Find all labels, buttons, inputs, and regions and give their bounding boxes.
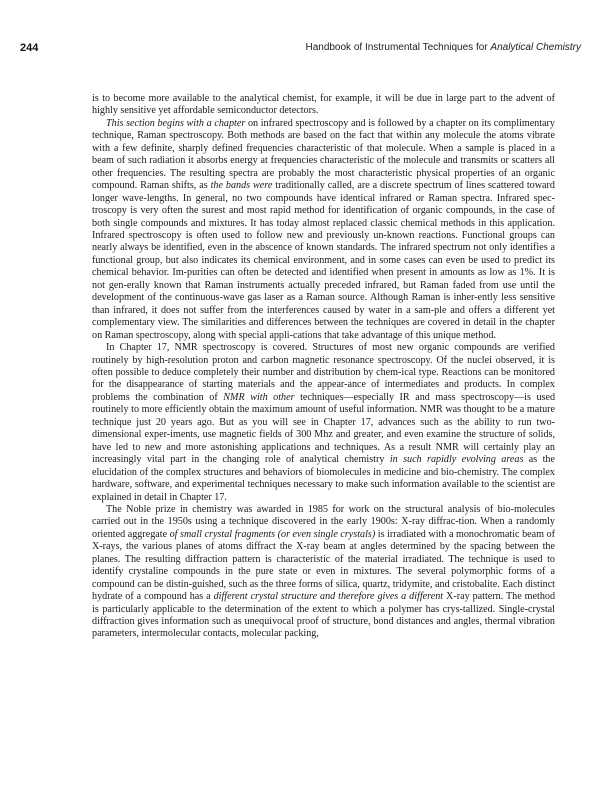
text-run: traditionally called, are a discrete spectrum of lines scattered toward longer wave-lengths. In general, no two compounds have identical infrared or Raman spectra. Infrared spec-troscopy is very often the surest and most rapid method for identification of organic compounds, in the case of both single compounds and mixtures. It has today almost replaced classic chemical methods in this application. Infrared spectroscopy is often used to follow new and previously un-known reactions. Functional groups can nearly always be identified, even in the abscence of known standards. The infrared spectrum not only identifies a functional group, but also indicates its chemical environment, and in some cases can even be used to predict its chemical behavior. Im-purities can often be detected and identified when present in amounts as low as 1%. It is not gen-erally known that Raman instruments actually preceded infrared, but Raman faded from use until the development of the continuous-wave gas laser as a Raman source. Although Raman is inher-ently less sensitive than infrared, it does not suffer from the interferences caused by water in a sam-ple and offers a different yet complementary view. The similarities and differences between the techniques are covered in detail in the chapter on Raman spectroscopy, along with special appli-cations that take advantage of this unique method. — [92, 180, 555, 341]
running-title — [305, 42, 581, 53]
paragraph — [92, 504, 555, 641]
body-text — [92, 93, 555, 641]
text-run: is to become more available to the analytical chemist, for example, it will be due in large part to the advent of highly sensitive yet affordable semiconductor detectors. — [92, 93, 555, 117]
running-header — [20, 42, 581, 58]
italic-run: the bands were — [210, 180, 273, 192]
paragraph — [92, 342, 555, 504]
text-run: In Chapter 17, NMR spectroscopy is covered. Structures of most new organic compounds are verified routinely by high-resolution proton and carbon magnetic resonance spectroscopy. Of the nuclei observed, it is often possible to deduce completely their number and distribution by chem-ical type. Reactions can be monitored for the disappearance of starting materials and the appear-ance of intermediates and products. In complex problems the combination of — [92, 342, 555, 403]
italic-run: in such rapidly evolving areas — [389, 454, 524, 466]
text-run: on infrared spectroscopy and is followed by a chapter on its complimentary technique, Raman spectroscopy. Both methods are based on the fact that within any molecule the atoms vibrate with a few definite, sharply defined frequencies characteristic of that molecule. When a sample is placed in a beam of such radiation it absorbs energy at frequencies characteristic of the molecule and transmits or scatters all other frequencies. The resulting spectra are probably the most characteristic physical properties of an organic compound. Raman shifts, as — [92, 117, 555, 192]
paragraph — [92, 118, 555, 342]
running-title-prefix: Handbook of Instrumental Techniques for — [305, 42, 491, 53]
text-run: techniques—especially IR and mass spectroscopy—is used routinely to more efficiently obtain the maximum amount of useful information. NMR was thought to be a mature technique just 20 years ago. But as you will see in Chapter 17, advances such as the ability to run two-dimensional exper-iments, use magnetic fields of 300 Mhz and greater, and even examine the structure of solids, have led to new and more astonishing applications and techniques. As a result NMR will certainly play an increasingly vital part in the changing role of analytical chemistry — [92, 391, 556, 466]
italic-run: NMR with other — [223, 391, 295, 403]
italic-run: different crystal structure and therefore gives a different — [213, 591, 444, 603]
italic-run: This section begins with a chapter — [106, 117, 246, 129]
text-run: X-ray pattern. The method is particularly applicable to the determination of the extent to which a polymer has crys-tallized. Single-crystal diffraction gives information such as unequivocal proof of structure, bond distances and angles, thermal vibration parameters, intermolecular contacts, molecular packing, — [92, 591, 556, 640]
text-run: as the elucidation of the complex structures and behaviors of biomolecules in medicine and bio-chemistry. The complex hardware, software, and experimental techniques necessary to make such information available to the scientist are explained in detail in Chapter 17. — [92, 454, 555, 503]
running-title-emphasis: Analytical Chemistry — [490, 42, 581, 53]
paragraph — [92, 93, 555, 118]
text-run: The Noble prize in chemistry was awarded in 1985 for work on the structural analysis of bio-molecules carried out in the 1950s using a technique discovered in the early 1900s: X-ray diffrac-tion. When a randomly oriented aggregate — [92, 503, 555, 540]
text-run: is irradiated with a monochromatic beam of X-rays, the various planes of atoms diffract the X-ray beam at angles determined by the spacing between the planes. The resulting diffraction pattern is characteristic of the material irradiated. The technique is used to identify crystaline compounds in the pure state or even in mixtures. The several polymorphic forms of a compound can be distin-guished, such as the three forms of silica, quartz, tridymite, and cristobalite. Each distinct hydrate of a compound has a — [92, 528, 555, 603]
page-number: 244 — [20, 42, 39, 54]
italic-run: of small crystal fragments (or even single crystals) — [169, 528, 376, 540]
